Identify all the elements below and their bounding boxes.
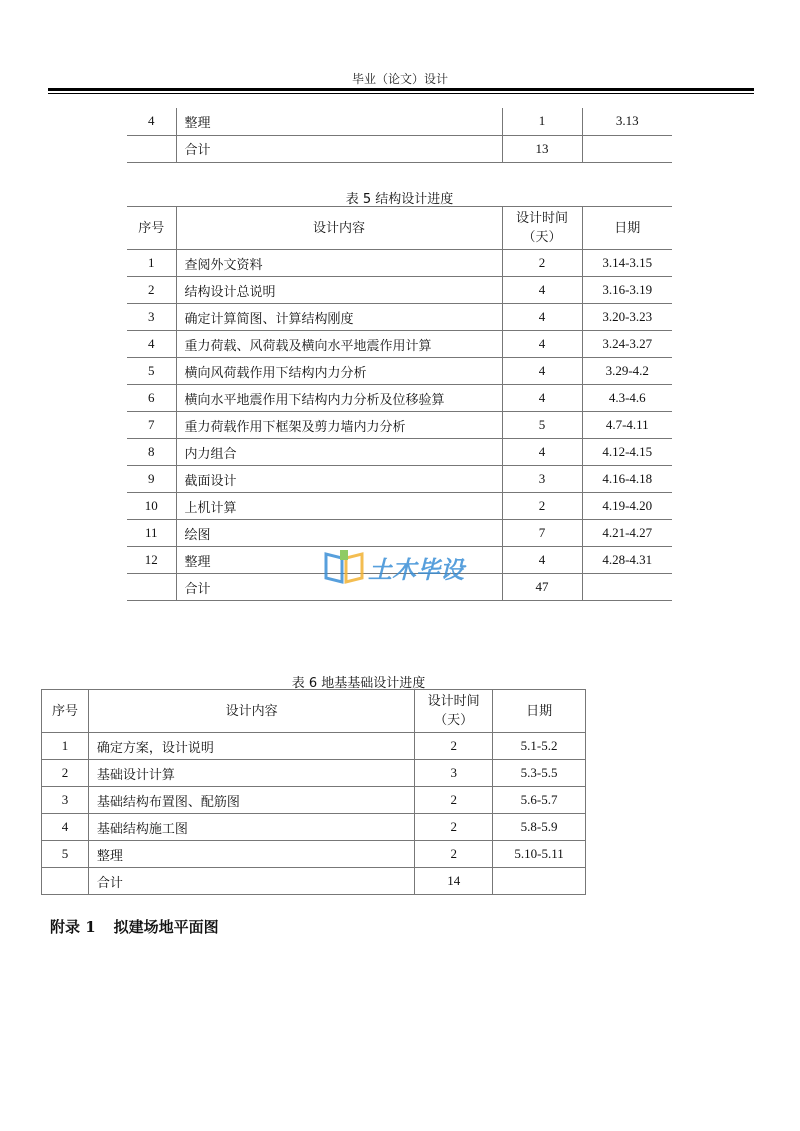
header-rule-thick — [48, 88, 754, 91]
page-header-title: 毕业（论文）设计 — [351, 72, 448, 86]
table5-cell-no — [127, 574, 176, 601]
table4-tail-cell-date — [582, 135, 672, 162]
table5-row — [127, 304, 672, 331]
table6-cell-content: 合计 — [88, 868, 414, 895]
table5-cell-content: 横向风荷载作用下结构内力分析 — [176, 358, 502, 385]
table5-cell-days: 4 — [502, 547, 582, 574]
table5-cell-days: 2 — [502, 250, 582, 277]
table5-header-content: 设计内容 — [176, 207, 502, 250]
table5-row — [127, 493, 672, 520]
table5-cell-date: 4.28-4.31 — [582, 547, 672, 574]
table5-cell-days: 2 — [502, 493, 582, 520]
table6-cell-date: 5.10-5.11 — [493, 841, 586, 868]
table5-cell-no: 10 — [127, 493, 176, 520]
table5-cell-content: 上机计算 — [176, 493, 502, 520]
table6-cell-content: 整理 — [88, 841, 414, 868]
table4-tail-cell-days: 1 — [502, 108, 582, 135]
table4-tail — [127, 108, 672, 163]
table6-header-date: 日期 — [493, 690, 586, 733]
table5-cell-days: 47 — [502, 574, 582, 601]
table5-cell-no: 4 — [127, 331, 176, 358]
appendix-label: 附录 1 — [50, 918, 96, 936]
table5-cell-content: 内力组合 — [176, 439, 502, 466]
table5-row — [127, 331, 672, 358]
table5-header-no: 序号 — [127, 207, 176, 250]
table5-cell-no: 3 — [127, 304, 176, 331]
table5-cell-no: 11 — [127, 520, 176, 547]
table5-caption: 表 5 结构设计进度 — [345, 192, 454, 207]
table6-cell-days: 14 — [415, 868, 493, 895]
table5-cell-days: 7 — [502, 520, 582, 547]
table6-cell-content: 基础结构布置图、配筋图 — [88, 787, 414, 814]
table5-cell-days: 4 — [502, 385, 582, 412]
book-icon — [322, 548, 366, 584]
table5-cell-content: 截面设计 — [176, 466, 502, 493]
table5-header-row — [127, 207, 672, 250]
table5-header-date: 日期 — [582, 207, 672, 250]
table4-tail-cell-no — [127, 135, 176, 162]
table5-row — [127, 385, 672, 412]
table5-cell-content: 重力荷载、风荷载及横向水平地震作用计算 — [176, 331, 502, 358]
table6-cell-no — [42, 868, 89, 895]
table6-cell-days: 2 — [415, 841, 493, 868]
table5-row — [127, 466, 672, 493]
watermark-logo — [322, 548, 482, 584]
appendix-title: 拟建场地平面图 — [113, 918, 219, 936]
table4-tail-row — [127, 108, 672, 135]
table6-cell-days: 2 — [415, 787, 493, 814]
table5-cell-days: 4 — [502, 277, 582, 304]
table5-cell-date: 3.24-3.27 — [582, 331, 672, 358]
table6-row — [42, 868, 586, 895]
table5-cell-days: 4 — [502, 331, 582, 358]
table5 — [127, 206, 672, 601]
table5-cell-date: 3.20-3.23 — [582, 304, 672, 331]
table5-row — [127, 250, 672, 277]
table5-header-days-line1: 设计时间 — [515, 211, 568, 226]
table6-cell-no: 3 — [42, 787, 89, 814]
table5-cell-date: 4.12-4.15 — [582, 439, 672, 466]
table5-cell-days: 4 — [502, 439, 582, 466]
appendix-heading — [50, 916, 219, 937]
table5-row — [127, 412, 672, 439]
table5-cell-date: 4.7-4.11 — [582, 412, 672, 439]
watermark-text: 土木毕设 — [368, 556, 464, 584]
table6-row — [42, 733, 586, 760]
table6-header-days — [415, 690, 493, 733]
table5-cell-content: 绘图 — [176, 520, 502, 547]
table6-cell-date: 5.1-5.2 — [493, 733, 586, 760]
table6-cell-no: 2 — [42, 760, 89, 787]
table5-row — [127, 520, 672, 547]
table5-row — [127, 439, 672, 466]
table4-tail-cell-days: 13 — [502, 135, 582, 162]
table6-cell-date: 5.3-5.5 — [493, 760, 586, 787]
table5-cell-days: 5 — [502, 412, 582, 439]
table6-cell-no: 4 — [42, 814, 89, 841]
table5-row — [127, 358, 672, 385]
table5-header-days — [502, 207, 582, 250]
table6-cell-days: 2 — [415, 733, 493, 760]
table5-cell-no: 5 — [127, 358, 176, 385]
table5-cell-date — [582, 574, 672, 601]
table5-cell-no: 9 — [127, 466, 176, 493]
table5-cell-no: 7 — [127, 412, 176, 439]
table6-cell-date — [493, 868, 586, 895]
table5-cell-no: 12 — [127, 547, 176, 574]
table6-cell-days: 3 — [415, 760, 493, 787]
table6-cell-no: 1 — [42, 733, 89, 760]
table5-cell-content: 确定计算简图、计算结构刚度 — [176, 304, 502, 331]
table5-cell-content: 横向水平地震作用下结构内力分析及位移验算 — [176, 385, 502, 412]
table6-row — [42, 760, 586, 787]
header-rule-thin — [48, 93, 754, 94]
table6-row — [42, 787, 586, 814]
table4-tail-cell-no: 4 — [127, 108, 176, 135]
table5-cell-content: 查阅外文资料 — [176, 250, 502, 277]
table6-cell-content: 基础结构施工图 — [88, 814, 414, 841]
table5-cell-content: 重力荷载作用下框架及剪力墙内力分析 — [176, 412, 502, 439]
table5-cell-date: 4.3-4.6 — [582, 385, 672, 412]
table6-cell-content: 基础设计计算 — [88, 760, 414, 787]
table5-row — [127, 277, 672, 304]
table5-cell-date: 4.21-4.27 — [582, 520, 672, 547]
table6-header-no: 序号 — [42, 690, 89, 733]
table5-cell-no: 1 — [127, 250, 176, 277]
table5-cell-days: 4 — [502, 304, 582, 331]
table5-cell-days: 4 — [502, 358, 582, 385]
table6-cell-days: 2 — [415, 814, 493, 841]
table6-caption: 表 6 地基基础设计进度 — [291, 676, 426, 691]
table6-cell-content: 确定方案，设计说明 — [88, 733, 414, 760]
table5-cell-content: 整理 — [176, 547, 502, 574]
table5-cell-no: 8 — [127, 439, 176, 466]
table5-cell-date: 3.14-3.15 — [582, 250, 672, 277]
table5-cell-date: 3.16-3.19 — [582, 277, 672, 304]
table5-header-days-line2: （天） — [522, 230, 562, 245]
table6-header-days-line2: （天） — [434, 713, 474, 728]
table6 — [41, 689, 586, 895]
table6-cell-date: 5.8-5.9 — [493, 814, 586, 841]
table4-tail-cell-content: 合计 — [176, 135, 502, 162]
table4-tail-row — [127, 135, 672, 162]
table5-cell-date: 4.19-4.20 — [582, 493, 672, 520]
table6-cell-date: 5.6-5.7 — [493, 787, 586, 814]
table5-cell-date: 4.16-4.18 — [582, 466, 672, 493]
table4-tail-cell-date: 3.13 — [582, 108, 672, 135]
table6-header-content: 设计内容 — [88, 690, 414, 733]
table5-cell-date: 3.29-4.2 — [582, 358, 672, 385]
table6-header-row — [42, 690, 586, 733]
table5-cell-no: 6 — [127, 385, 176, 412]
table6-cell-no: 5 — [42, 841, 89, 868]
table6-row — [42, 814, 586, 841]
table4-tail-cell-content: 整理 — [176, 108, 502, 135]
table5-cell-days: 3 — [502, 466, 582, 493]
table5-cell-content: 合计 — [176, 574, 502, 601]
table6-header-days-line1: 设计时间 — [427, 694, 480, 709]
table6-row — [42, 841, 586, 868]
table5-cell-no: 2 — [127, 277, 176, 304]
table5-cell-content: 结构设计总说明 — [176, 277, 502, 304]
